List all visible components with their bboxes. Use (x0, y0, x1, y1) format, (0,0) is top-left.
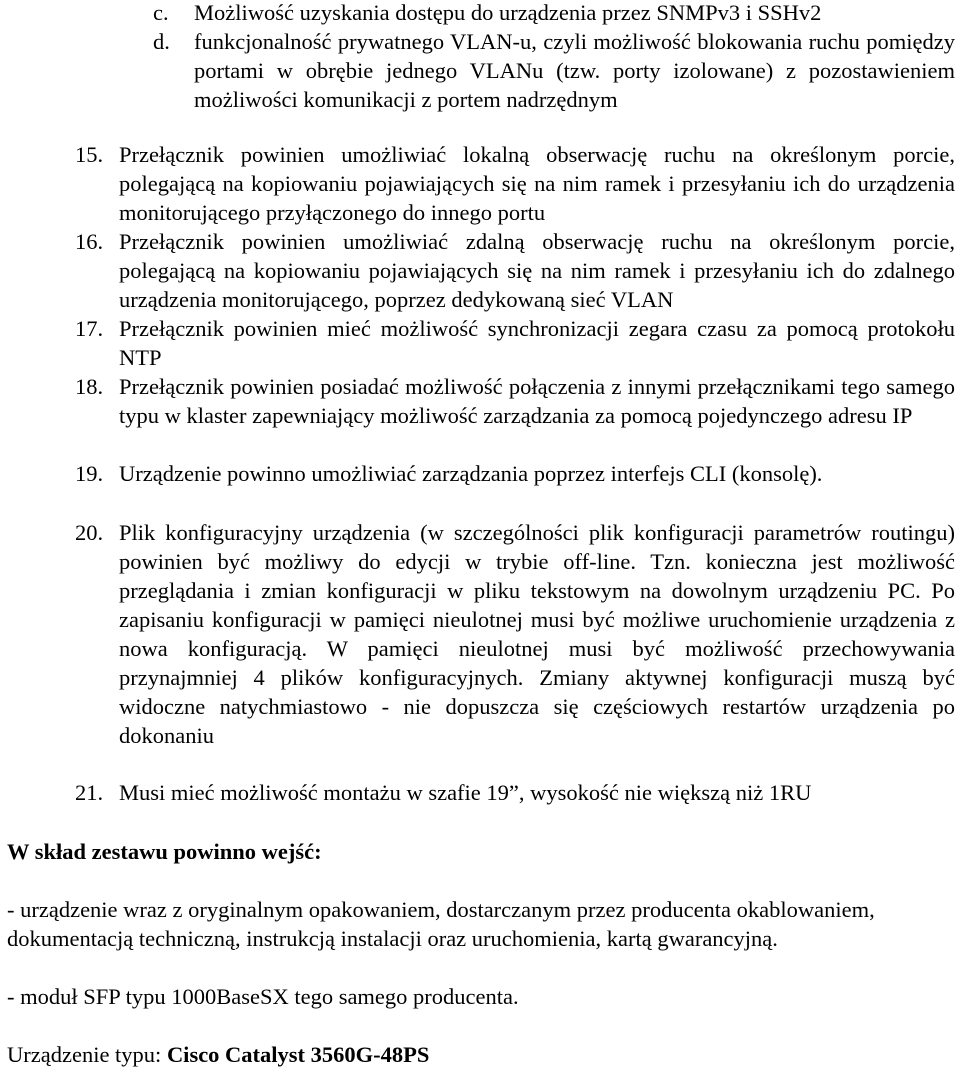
section-heading: W skład zestawu powinno wejść: (7, 839, 322, 864)
subitem-marker: d. (153, 29, 170, 54)
list-item-16 (75, 227, 955, 314)
item-number: 16. (75, 229, 104, 254)
item-text: Urządzenie powinno umożliwiać zarządzania poprzez interfejs CLI (konsolę). (119, 461, 823, 486)
list-subitem-c (153, 0, 955, 27)
item-number: 15. (75, 142, 104, 167)
item-number: 19. (75, 461, 104, 486)
device-type-line (7, 1040, 947, 1069)
subitem-text: funkcjonalność prywatnego VLAN-u, czyli możliwość blokowania ruchu pomiędzy portami w obrębie jednego VLANu (tzw. porty izolowane) z pozostawieniem możliwości komunikacji z portem nadrzędnym (194, 29, 955, 112)
list-item-21 (75, 778, 955, 807)
device-type-label: Urządzenie typu: (7, 1042, 167, 1067)
list-item-18 (75, 372, 955, 430)
item-text: Przełącznik powinien mieć możliwość synchronizacji zegara czasu za pomocą protokołu NTP (119, 316, 955, 370)
list-item-15 (75, 140, 955, 227)
list-item-19 (75, 459, 955, 488)
item-number: 18. (75, 374, 104, 399)
item-number: 17. (75, 316, 104, 341)
item-number: 21. (75, 780, 104, 805)
item-text: Przełącznik powinien posiadać możliwość połączenia z innymi przełącznikami tego samego typu w klaster zapewniający możliwość zarządzania za pomocą pojedynczego adresu IP (119, 374, 955, 428)
item-text: Przełącznik powinien umożliwiać zdalną obserwację ruchu na określonym porcie, polegającą na kopiowaniu pojawiających się na nim ramek i przesyłaniu ich do zdalnego urządzenia monitorującego, poprzez dedykowaną sieć VLAN (119, 229, 955, 312)
item-text: Przełącznik powinien umożliwiać lokalną obserwację ruchu na określonym porcie, polegającą na kopiowaniu pojawiających się na nim ramek i przesyłaniu ich do urządzenia monitorującego przyłączonego do innego portu (119, 142, 955, 225)
list-item-17 (75, 314, 955, 372)
kit-line-sfp: - moduł SFP typu 1000BaseSX tego samego producenta. (7, 984, 519, 1009)
item-text: Musi mieć możliwość montażu w szafie 19”, wysokość nie większą niż 1RU (119, 780, 812, 805)
kit-line-device: - urządzenie wraz z oryginalnym opakowaniem, dostarczanym przez producenta okablowaniem, dokumentacją techniczną, instrukcją instalacji oraz uruchomienia, kartą gwarancyjną. (7, 897, 875, 951)
item-text: Plik konfiguracyjny urządzenia (w szczególności plik konfiguracji parametrów routingu) powinien być możliwy do edycji w trybie off-line. Tzn. konieczna jest możliwość przeglądania i zmian konfiguracji w pliku tekstowym na dowolnym urządzeniu PC. Po zapisaniu konfiguracji w pamięci nieulotnej musi być możliwe uruchomienie urządzenia z nowa konfiguracją. W pamięci nieulotnej musi być możliwość przechowywania przynajmniej 4 plików konfiguracyjnych. Zmiany aktywnej konfiguracji muszą być widoczne natychmiastowo - nie dopuszcza się częściowych restartów urządzenia po dokonaniu (119, 520, 955, 748)
subitem-text: Możliwość uzyskania dostępu do urządzenia przez SNMPv3 i SSHv2 (194, 0, 822, 25)
list-item-20 (75, 518, 955, 750)
item-number: 20. (75, 520, 104, 545)
device-model: Cisco Catalyst 3560G-48PS (166, 1042, 430, 1067)
list-subitem-d (153, 27, 955, 114)
subitem-marker: c. (153, 0, 169, 25)
